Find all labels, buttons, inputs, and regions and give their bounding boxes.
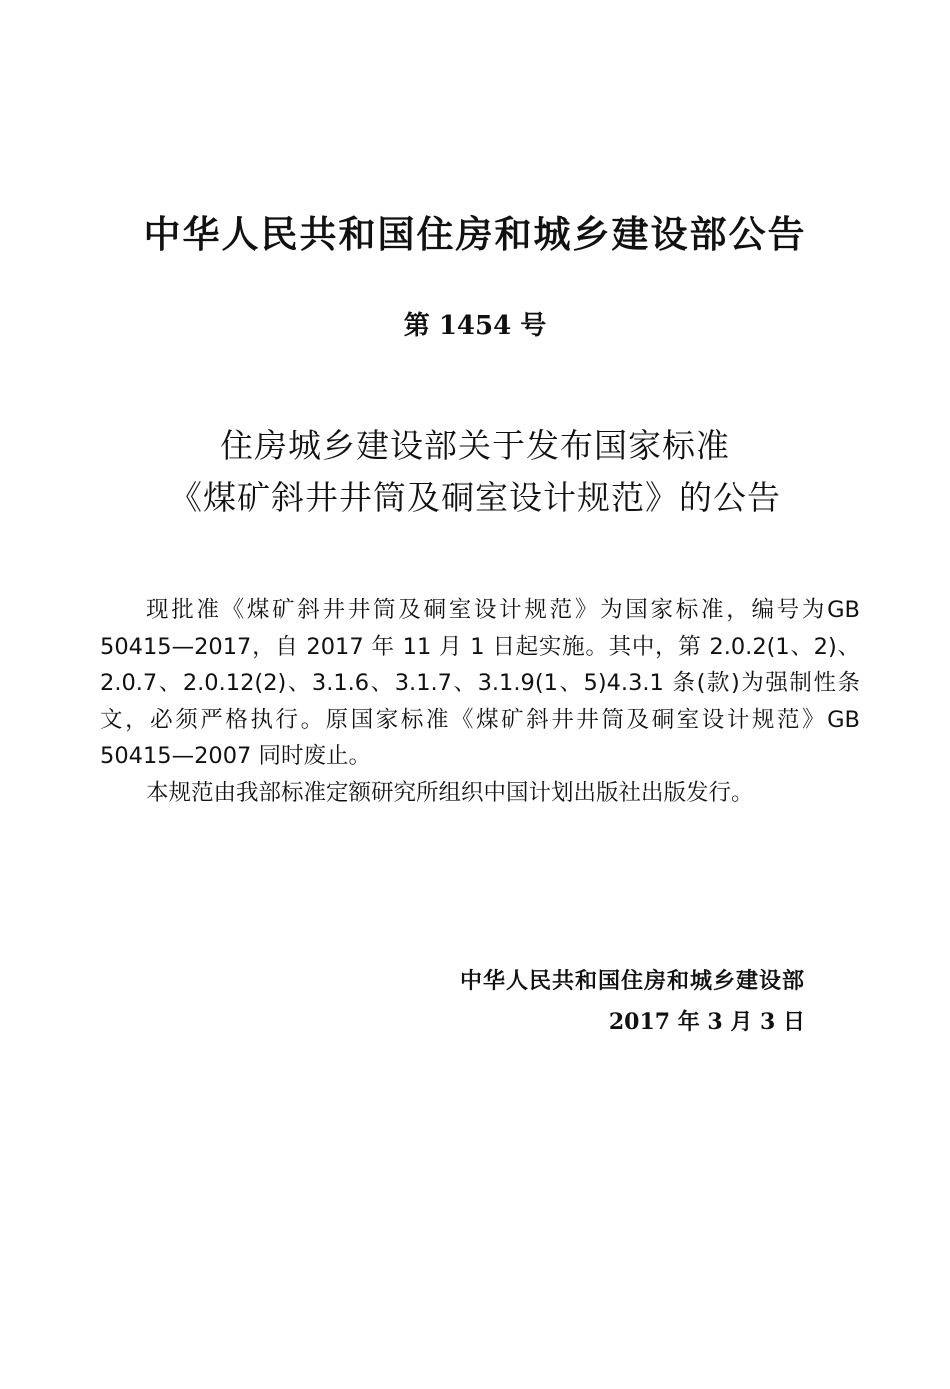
signature-date: 2017 年 3 月 3 日: [608, 1009, 805, 1035]
announcement-subtitle: [0, 420, 950, 524]
subtitle-line-2: 《煤矿斜井井筒及硐室设计规范》的公告: [169, 478, 781, 517]
announcement-title: 中华人民共和国住房和城乡建设部公告: [143, 213, 807, 256]
signature-organization: 中华人民共和国住房和城乡建设部: [459, 969, 805, 994]
announcement-number: 第 1454 号: [403, 311, 547, 341]
announcement-body: [100, 592, 860, 811]
subtitle-line-1: 住房城乡建设部关于发布国家标准: [220, 426, 730, 465]
body-paragraph-2: 本规范由我部标准定额研究所组织中国计划出版社出版发行。: [146, 779, 754, 806]
body-paragraph-1: 现批准《煤矿斜井井筒及硐室设计规范》为国家标准，编号为GB 50415—2017，自 2017 年 11 月 1 日起实施。其中，第 2.0.2(1、2)、2.0.7、2.0.12(2)、3.1.6、3.1.7、3.1.9(1、5)4.3.1 条(款)为强制性条文，必须严格执行。原国家标准《煤矿斜井井筒及硐室设计规范》GB 50415—2007 同时废止。: [100, 597, 860, 769]
